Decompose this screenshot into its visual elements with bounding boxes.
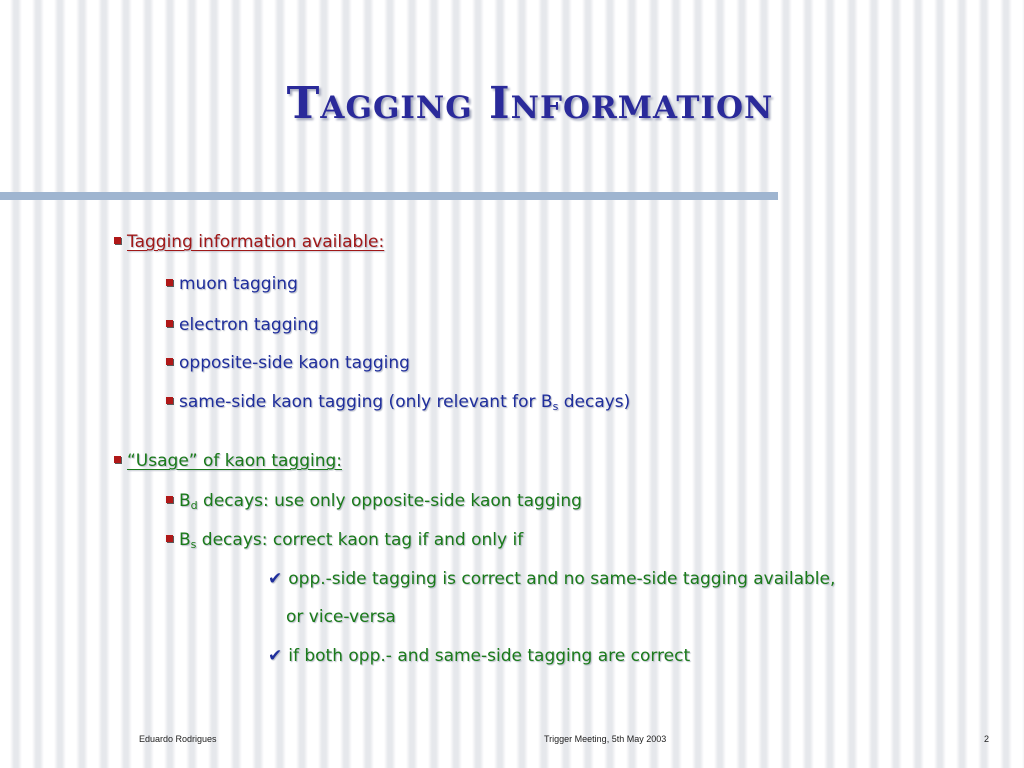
list-item [166, 490, 582, 512]
check-item-continuation [286, 606, 396, 628]
subscript: s [552, 400, 559, 413]
section1-heading: Tagging information available: [127, 232, 385, 252]
subscript: d [190, 499, 198, 512]
list-item-text: muon tagging [179, 274, 298, 294]
bullet-icon [166, 397, 173, 404]
footer-event: Trigger Meeting, 5th May 2003 [544, 734, 667, 744]
title-divider [0, 192, 778, 200]
check-item [268, 568, 835, 590]
list-item-text-tail: decays: correct kaon tag if and only if [196, 530, 524, 550]
list-item-text: B [179, 530, 191, 550]
check-item-text: or vice-versa [286, 607, 396, 627]
list-item [166, 352, 410, 374]
bullet-icon [114, 237, 121, 244]
list-item-text-tail: decays) [558, 392, 631, 412]
section1-heading-row [114, 231, 384, 253]
bullet-icon [166, 358, 173, 365]
list-item [166, 314, 319, 336]
bullet-icon [166, 279, 173, 286]
bullet-icon [166, 535, 173, 542]
list-item-text: opposite-side kaon tagging [179, 353, 410, 373]
list-item [166, 529, 523, 551]
list-item-text: same-side kaon tagging (only relevant for B [179, 392, 553, 412]
list-item-text: B [179, 491, 191, 511]
bullet-icon [166, 320, 173, 327]
list-item [166, 391, 630, 413]
checkmark-icon: ✔ [268, 569, 283, 589]
bullet-icon [114, 456, 121, 463]
check-item-text: opp.-side tagging is correct and no same-side tagging available, [288, 569, 836, 589]
check-item-text: if both opp.- and same-side tagging are correct [288, 646, 691, 666]
footer-page-number: 2 [984, 734, 990, 744]
slide-title: Tagging Information [286, 78, 774, 129]
check-item [268, 645, 690, 667]
section2-heading-row [114, 450, 342, 472]
footer-author: Eduardo Rodrigues [139, 734, 217, 744]
checkmark-icon: ✔ [268, 646, 283, 666]
list-item [166, 273, 298, 295]
bullet-icon [166, 496, 173, 503]
list-item-text: electron tagging [179, 315, 319, 335]
subscript: s [190, 538, 197, 551]
section2-heading: “Usage” of kaon tagging: [127, 451, 342, 471]
list-item-text-tail: decays: use only opposite-side kaon tagging [197, 491, 582, 511]
